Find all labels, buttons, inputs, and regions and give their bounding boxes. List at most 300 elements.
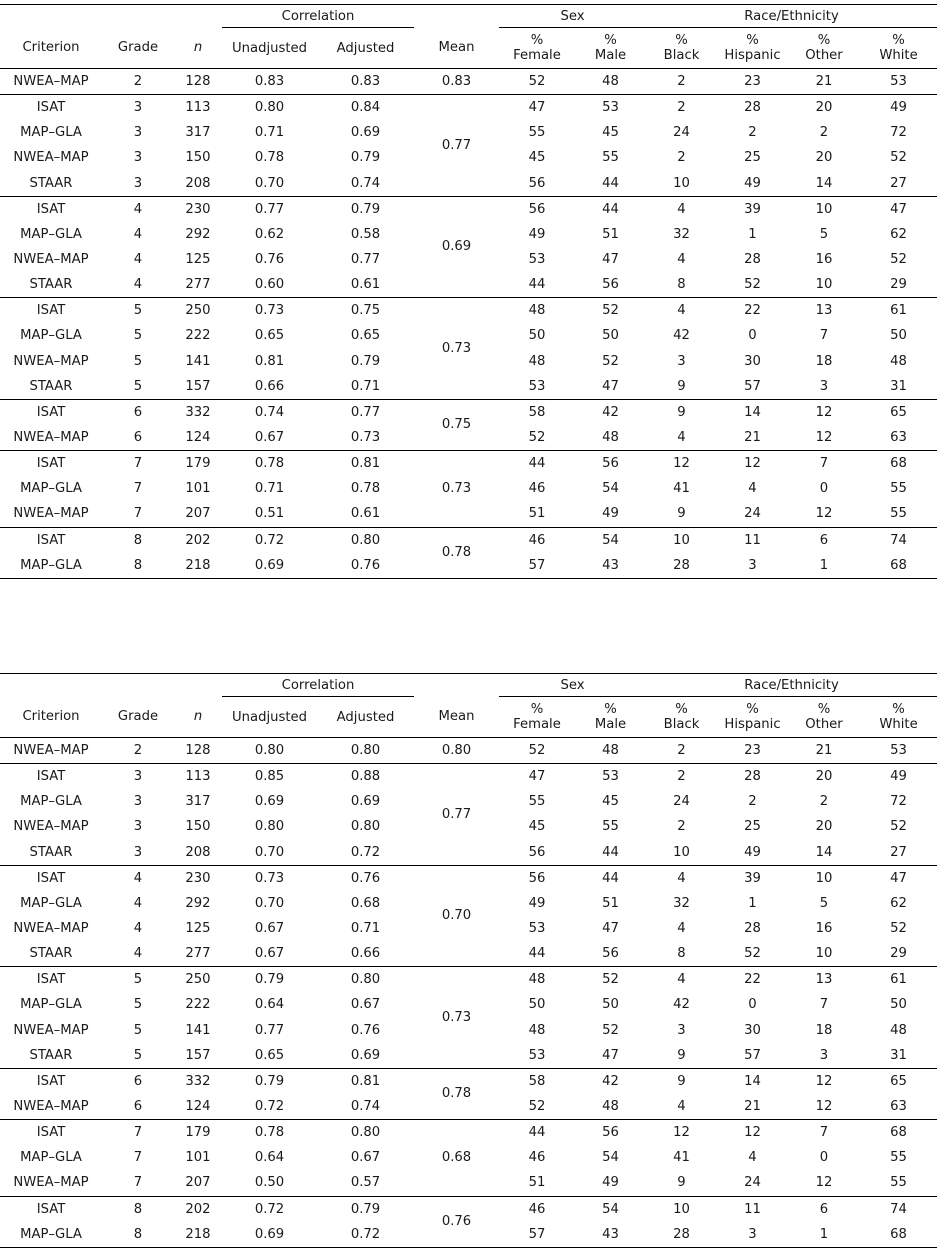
cell-male: 53: [602, 100, 619, 116]
cell-male: 49: [575, 501, 646, 527]
cell-criterion: STAAR: [0, 941, 102, 967]
cell-adjusted: 0.80: [317, 738, 414, 764]
cell-male: 52: [602, 353, 619, 369]
cell-black: 4: [677, 252, 686, 268]
cell-criterion: ISAT: [36, 303, 66, 319]
cell-hispanic: 28: [744, 921, 761, 937]
cell-other: 2: [819, 794, 829, 810]
table-row: [0, 967, 937, 993]
cell-male: 56: [602, 456, 619, 472]
header-race-ethnicity: Race/Ethnicity: [646, 674, 937, 697]
header-label: Black: [663, 48, 700, 63]
header-label: Female: [513, 48, 561, 63]
cell-black: 9: [677, 404, 686, 420]
header-label: Other: [805, 717, 843, 732]
cell-other: 1: [788, 1222, 860, 1248]
cell-black: 24: [673, 125, 690, 141]
cell-black: 10: [673, 1201, 690, 1217]
cell-criterion: STAAR: [0, 840, 102, 866]
cell-n: 157: [174, 374, 222, 400]
cell-female: 50: [528, 997, 546, 1013]
cell-female: 52: [499, 69, 575, 95]
cell-other: 5: [819, 895, 829, 911]
header-label: Black: [663, 717, 700, 732]
cell-white: 74: [890, 532, 907, 548]
cell-adjusted: 0.73: [317, 425, 414, 451]
cell-white: 52: [890, 921, 907, 937]
cell-male: 54: [602, 532, 619, 548]
cell-black: 42: [673, 997, 690, 1013]
cell-hispanic: 11: [744, 532, 761, 548]
cell-female: 53: [499, 1043, 575, 1069]
cell-white: 68: [860, 553, 937, 579]
cell-n: 218: [174, 553, 222, 579]
cell-hispanic: 39: [744, 201, 761, 217]
percent-sign: %: [530, 33, 544, 48]
cell-black: 4: [677, 870, 686, 886]
cell-hispanic: 23: [717, 69, 788, 95]
cell-white: 55: [860, 1170, 937, 1196]
cell-grade: 4: [133, 226, 143, 242]
cell-adjusted: 0.72: [317, 840, 414, 866]
cell-female: 55: [528, 794, 546, 810]
cell-male: 55: [602, 819, 619, 835]
cell-female: 58: [528, 404, 546, 420]
cell-other: 16: [815, 252, 833, 268]
cell-female: 44: [528, 456, 546, 472]
cell-other: 20: [815, 769, 833, 785]
cell-grade: 2: [102, 69, 174, 95]
cell-hispanic: 57: [717, 1043, 788, 1069]
cell-other: 0: [819, 1150, 829, 1166]
cell-adjusted: 0.81: [350, 456, 381, 472]
cell-female: 48: [528, 1022, 546, 1038]
header-sex: Sex: [499, 5, 646, 28]
cell-n: 113: [185, 769, 211, 785]
cell-unadjusted: 0.67: [222, 941, 317, 967]
table-row: [0, 69, 937, 95]
cell-grade: 4: [133, 201, 143, 217]
cell-unadjusted: 0.73: [254, 870, 285, 886]
cell-other: 3: [788, 1043, 860, 1069]
cell-n: 230: [185, 201, 211, 217]
cell-white: 27: [860, 171, 937, 197]
cell-n: 222: [185, 997, 211, 1013]
cell-hispanic: 49: [717, 171, 788, 197]
cell-mean: 0.73: [414, 451, 499, 527]
header-criterion: Criterion: [0, 697, 102, 738]
cell-criterion: MAP–GLA: [0, 1222, 102, 1248]
cell-grade: 5: [133, 353, 143, 369]
header-group-row: [0, 5, 937, 28]
cell-n: 250: [185, 972, 211, 988]
cell-other: 21: [788, 738, 860, 764]
cell-white: 53: [860, 738, 937, 764]
cell-male: 48: [575, 1094, 646, 1120]
cell-white: 52: [890, 252, 907, 268]
cell-adjusted: 0.79: [350, 353, 381, 369]
cell-adjusted: 0.77: [350, 252, 381, 268]
cell-hispanic: 28: [744, 769, 761, 785]
cell-other: 12: [788, 501, 860, 527]
cell-n: 332: [185, 404, 211, 420]
cell-criterion: MAP–GLA: [20, 997, 82, 1013]
cell-male: 56: [602, 1125, 619, 1141]
cell-criterion: NWEA–MAP: [0, 501, 102, 527]
cell-female: 46: [528, 1150, 546, 1166]
cell-other: 12: [788, 1094, 860, 1120]
cell-unadjusted: 0.77: [254, 201, 285, 217]
cell-grade: 8: [133, 1201, 143, 1217]
header-pct-male: [575, 697, 646, 738]
cell-n: 150: [185, 819, 211, 835]
cell-white: 53: [860, 69, 937, 95]
cell-white: 65: [890, 1073, 907, 1089]
cell-female: 51: [499, 501, 575, 527]
cell-white: 72: [890, 794, 907, 810]
cell-criterion: ISAT: [36, 769, 66, 785]
cell-hispanic: 28: [744, 100, 761, 116]
cell-other: 16: [815, 921, 833, 937]
cell-black: 2: [677, 819, 686, 835]
cell-hispanic: 30: [744, 1022, 761, 1038]
cell-grade: 7: [133, 1150, 143, 1166]
cell-unadjusted: 0.69: [254, 794, 285, 810]
cell-unadjusted: 0.69: [222, 1222, 317, 1248]
percent-sign: %: [530, 702, 544, 717]
grade-group: [0, 69, 937, 95]
cell-male: 56: [575, 272, 646, 298]
cell-other: 18: [815, 353, 833, 369]
cell-adjusted: 0.75: [350, 303, 381, 319]
cell-n: 124: [174, 1094, 222, 1120]
cell-n: 207: [174, 1170, 222, 1196]
header-pct-white: [860, 28, 937, 69]
cell-hispanic: 24: [717, 501, 788, 527]
cell-unadjusted: 0.50: [222, 1170, 317, 1196]
cell-female: 48: [528, 353, 546, 369]
cell-mean: 0.77: [414, 764, 499, 866]
header-blank: [414, 674, 499, 697]
cell-male: 50: [602, 328, 619, 344]
table-row: [0, 196, 937, 222]
header-n: n: [174, 28, 222, 69]
cell-other: 1: [788, 553, 860, 579]
cell-black: 4: [677, 303, 686, 319]
percent-sign: %: [604, 33, 617, 48]
cell-adjusted: 0.69: [350, 794, 381, 810]
grade-group: [0, 95, 937, 197]
cell-other: 2: [819, 125, 829, 141]
cell-unadjusted: 0.78: [254, 456, 285, 472]
cell-grade: 8: [102, 1222, 174, 1248]
cell-n: 218: [174, 1222, 222, 1248]
cell-grade: 6: [102, 425, 174, 451]
cell-unadjusted: 0.80: [222, 738, 317, 764]
cell-adjusted: 0.77: [350, 404, 381, 420]
cell-unadjusted: 0.73: [254, 303, 285, 319]
cell-male: 42: [602, 404, 619, 420]
cell-female: 48: [528, 972, 546, 988]
cell-adjusted: 0.72: [317, 1222, 414, 1248]
cell-n: 230: [185, 870, 211, 886]
cell-unadjusted: 0.67: [254, 921, 285, 937]
cell-criterion: NWEA–MAP: [13, 150, 89, 166]
cell-criterion: STAAR: [0, 374, 102, 400]
cell-other: 12: [788, 1170, 860, 1196]
cell-hispanic: 14: [744, 1073, 761, 1089]
cell-female: 44: [499, 272, 575, 298]
cell-female: 48: [528, 303, 546, 319]
cell-unadjusted: 0.72: [222, 1094, 317, 1120]
cell-black: 12: [673, 456, 690, 472]
cell-mean: 0.78: [414, 1068, 499, 1119]
cell-hispanic: 4: [748, 1150, 757, 1166]
cell-n: 150: [185, 150, 211, 166]
cell-black: 4: [646, 1094, 717, 1120]
cell-grade: 2: [102, 738, 174, 764]
cell-grade: 7: [102, 501, 174, 527]
cell-other: 0: [819, 481, 829, 497]
cell-grade: 5: [133, 328, 143, 344]
cell-female: 58: [528, 1073, 546, 1089]
cell-female: 50: [528, 328, 546, 344]
table-header: [0, 674, 937, 738]
cell-adjusted: 0.76: [317, 553, 414, 579]
cell-n: 101: [185, 481, 211, 497]
cell-male: 54: [602, 481, 619, 497]
cell-black: 2: [677, 150, 686, 166]
cell-criterion: ISAT: [36, 1125, 66, 1141]
cell-black: 42: [673, 328, 690, 344]
header-label: Female: [513, 717, 561, 732]
cell-female: 51: [499, 1170, 575, 1196]
cell-unadjusted: 0.77: [254, 1022, 285, 1038]
cell-unadjusted: 0.70: [222, 840, 317, 866]
grade-group: [0, 399, 937, 450]
cell-other: 14: [788, 171, 860, 197]
cell-n: 202: [185, 532, 211, 548]
cell-criterion: NWEA–MAP: [13, 1022, 89, 1038]
cell-hispanic: 3: [717, 553, 788, 579]
cell-white: 63: [860, 1094, 937, 1120]
cell-mean: 0.73: [414, 967, 499, 1069]
table-row: [0, 764, 937, 790]
cell-hispanic: 30: [744, 353, 761, 369]
cell-grade: 7: [133, 481, 143, 497]
cell-white: 29: [860, 941, 937, 967]
validity-table-2: [0, 673, 937, 1248]
cell-unadjusted: 0.78: [254, 150, 285, 166]
cell-adjusted: 0.58: [350, 226, 381, 242]
grade-group: [0, 527, 937, 578]
header-n: n: [174, 697, 222, 738]
cell-male: 42: [602, 1073, 619, 1089]
cell-other: 20: [815, 819, 833, 835]
cell-white: 72: [890, 125, 907, 141]
table-row: [0, 1196, 937, 1222]
cell-n: 141: [185, 353, 211, 369]
header-unadjusted: Unadjusted: [222, 28, 317, 69]
cell-unadjusted: 0.70: [254, 895, 285, 911]
cell-white: 50: [890, 328, 907, 344]
cell-white: 31: [860, 1043, 937, 1069]
percent-sign: %: [604, 702, 617, 717]
percent-sign: %: [675, 702, 688, 717]
cell-white: 68: [890, 1125, 907, 1141]
cell-grade: 6: [133, 404, 143, 420]
cell-criterion: NWEA–MAP: [13, 252, 89, 268]
cell-grade: 4: [133, 252, 143, 268]
cell-criterion: NWEA–MAP: [13, 819, 89, 835]
cell-male: 51: [602, 895, 619, 911]
cell-black: 10: [646, 171, 717, 197]
cell-criterion: STAAR: [0, 272, 102, 298]
cell-criterion: MAP–GLA: [20, 328, 82, 344]
cell-grade: 7: [133, 456, 143, 472]
cell-criterion: ISAT: [36, 456, 66, 472]
cell-grade: 3: [102, 840, 174, 866]
cell-grade: 4: [133, 921, 143, 937]
cell-n: 250: [185, 303, 211, 319]
cell-hispanic: 22: [744, 972, 761, 988]
cell-hispanic: 57: [717, 374, 788, 400]
header-pct-male: [575, 28, 646, 69]
cell-white: 68: [890, 456, 907, 472]
cell-grade: 8: [133, 532, 143, 548]
grade-group: [0, 1196, 937, 1247]
table-row: [0, 1120, 937, 1146]
cell-other: 6: [819, 532, 829, 548]
cell-unadjusted: 0.72: [254, 1201, 285, 1217]
table-row: [0, 95, 937, 121]
grade-group: [0, 1120, 937, 1196]
cell-unadjusted: 0.64: [254, 997, 285, 1013]
cell-unadjusted: 0.81: [254, 353, 285, 369]
cell-other: 7: [819, 997, 829, 1013]
cell-criterion: ISAT: [36, 870, 66, 886]
cell-adjusted: 0.79: [350, 201, 381, 217]
cell-other: 10: [815, 870, 833, 886]
cell-adjusted: 0.61: [317, 272, 414, 298]
cell-female: 45: [528, 819, 546, 835]
cell-other: 14: [788, 840, 860, 866]
cell-white: 31: [860, 374, 937, 400]
grade-group: [0, 451, 937, 527]
cell-hispanic: 23: [717, 738, 788, 764]
cell-other: 10: [815, 201, 833, 217]
cell-n: 292: [185, 226, 211, 242]
table-header: [0, 5, 937, 69]
cell-mean: 0.73: [414, 298, 499, 400]
cell-female: 55: [528, 125, 546, 141]
cell-grade: 3: [102, 171, 174, 197]
cell-adjusted: 0.71: [317, 374, 414, 400]
cell-female: 56: [499, 840, 575, 866]
header-adjusted: Adjusted: [317, 697, 414, 738]
header-blank: [0, 674, 222, 697]
cell-mean: 0.83: [414, 69, 499, 95]
cell-black: 4: [677, 921, 686, 937]
cell-n: 113: [185, 100, 211, 116]
cell-other: 12: [788, 425, 860, 451]
cell-n: 101: [185, 1150, 211, 1166]
cell-mean: 0.75: [414, 399, 499, 450]
cell-male: 51: [602, 226, 619, 242]
cell-male: 43: [575, 553, 646, 579]
cell-male: 44: [602, 870, 619, 886]
cell-male: 52: [602, 1022, 619, 1038]
cell-adjusted: 0.71: [350, 921, 381, 937]
cell-n: 179: [185, 1125, 211, 1141]
percent-sign: %: [746, 702, 759, 717]
cell-black: 4: [677, 972, 686, 988]
cell-white: 52: [890, 819, 907, 835]
cell-black: 32: [673, 895, 690, 911]
cell-hispanic: 25: [744, 150, 761, 166]
percent-sign: %: [817, 702, 831, 717]
table-row: [0, 298, 937, 324]
cell-hispanic: 0: [748, 997, 757, 1013]
cell-hispanic: 21: [717, 425, 788, 451]
header-pct-female: [499, 697, 575, 738]
cell-white: 61: [890, 303, 907, 319]
cell-black: 8: [646, 941, 717, 967]
cell-criterion: MAP–GLA: [20, 226, 82, 242]
cell-other: 20: [815, 100, 833, 116]
cell-adjusted: 0.79: [350, 1201, 381, 1217]
cell-female: 56: [499, 171, 575, 197]
cell-white: 55: [890, 1150, 907, 1166]
cell-n: 141: [185, 1022, 211, 1038]
cell-criterion: ISAT: [36, 100, 66, 116]
cell-hispanic: 28: [744, 252, 761, 268]
cell-black: 41: [673, 481, 690, 497]
cell-criterion: MAP–GLA: [20, 481, 82, 497]
cell-hispanic: 12: [744, 456, 761, 472]
cell-hispanic: 11: [744, 1201, 761, 1217]
cell-male: 50: [602, 997, 619, 1013]
cell-male: 48: [575, 738, 646, 764]
cell-criterion: NWEA–MAP: [13, 921, 89, 937]
cell-unadjusted: 0.71: [254, 481, 285, 497]
cell-n: 207: [174, 501, 222, 527]
cell-hispanic: 25: [744, 819, 761, 835]
cell-adjusted: 0.80: [350, 532, 381, 548]
cell-male: 49: [575, 1170, 646, 1196]
cell-white: 27: [860, 840, 937, 866]
cell-female: 56: [528, 201, 546, 217]
cell-female: 46: [528, 532, 546, 548]
cell-hispanic: 14: [744, 404, 761, 420]
cell-grade: 5: [133, 997, 143, 1013]
cell-black: 2: [677, 769, 686, 785]
cell-white: 68: [860, 1222, 937, 1248]
cell-n: 208: [174, 840, 222, 866]
cell-hispanic: 52: [717, 941, 788, 967]
cell-male: 54: [602, 1201, 619, 1217]
cell-adjusted: 0.80: [350, 819, 381, 835]
cell-black: 9: [677, 1073, 686, 1089]
header-label: Hispanic: [724, 717, 781, 732]
cell-black: 32: [673, 226, 690, 242]
header-pct-black: [646, 28, 717, 69]
cell-white: 62: [890, 226, 907, 242]
cell-n: 222: [185, 328, 211, 344]
grade-group: [0, 764, 937, 866]
header-label: Male: [594, 48, 627, 63]
grade-group: [0, 967, 937, 1069]
